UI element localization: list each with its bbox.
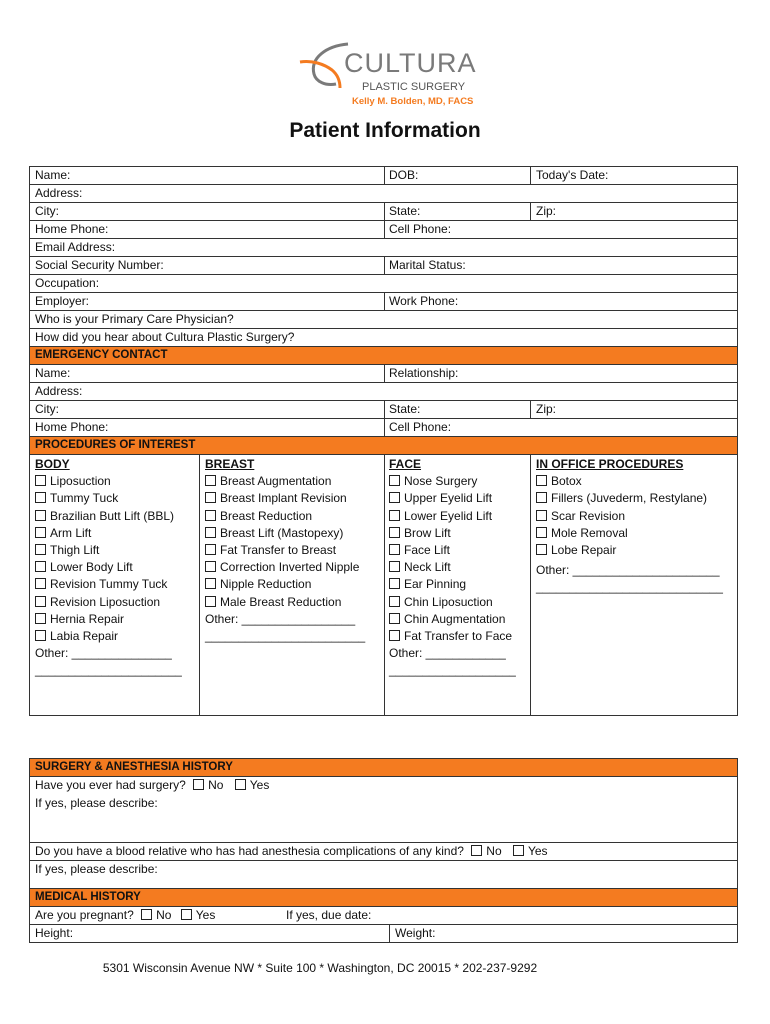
- checkbox[interactable]: [205, 510, 216, 521]
- checkbox[interactable]: [35, 492, 46, 503]
- body-option[interactable]: [35, 490, 182, 507]
- patient-ssn-label: Social Security Number:: [35, 258, 164, 272]
- body-column-title: BODY: [35, 457, 70, 471]
- pregnant-no-label: No: [156, 908, 172, 922]
- logo-wordmark: CULTURA: [344, 48, 477, 78]
- checkbox[interactable]: [536, 527, 547, 538]
- breast-option[interactable]: [205, 473, 365, 490]
- face-option-label: Nose Surgery: [404, 474, 478, 489]
- logo: [296, 38, 486, 110]
- patient-employer-label: Employer:: [35, 294, 90, 308]
- checkbox[interactable]: [389, 492, 400, 503]
- breast-option[interactable]: [205, 542, 365, 559]
- face-option-label: Chin Augmentation: [404, 611, 506, 626]
- face-option-label: Chin Liposuction: [404, 594, 493, 609]
- office-option-label: Mole Removal: [551, 525, 628, 540]
- breast-option-label: Nipple Reduction: [220, 577, 312, 592]
- face-option[interactable]: [389, 542, 516, 559]
- face-procedures-column: [389, 456, 516, 680]
- checkbox[interactable]: [536, 510, 547, 521]
- body-other-line[interactable]: ______________________: [35, 663, 182, 678]
- face-option-label: Neck Lift: [404, 560, 451, 575]
- office-option[interactable]: [536, 473, 723, 490]
- breast-option[interactable]: [205, 508, 365, 525]
- anesthesia-describe-label: If yes, please describe:: [35, 862, 158, 876]
- face-other-field[interactable]: Other: ____________: [389, 646, 506, 661]
- breast-option-label: Breast Implant Revision: [220, 491, 347, 506]
- checkbox[interactable]: [389, 578, 400, 589]
- anesthesia-yes-checkbox[interactable]: [513, 845, 524, 856]
- checkbox[interactable]: [205, 544, 216, 555]
- face-option[interactable]: [389, 559, 516, 576]
- body-option-label: Labia Repair: [50, 629, 119, 644]
- face-option-label: Ear Pinning: [404, 577, 467, 592]
- body-option[interactable]: [35, 628, 182, 645]
- patient-home-phone-label: Home Phone:: [35, 222, 109, 236]
- body-option[interactable]: [35, 611, 182, 628]
- emergency-state-label: State:: [389, 402, 421, 416]
- body-option[interactable]: [35, 525, 182, 542]
- emergency-relationship-label: Relationship:: [389, 366, 459, 380]
- office-option[interactable]: [536, 490, 723, 507]
- checkbox[interactable]: [35, 630, 46, 641]
- page-title: Patient Information: [289, 119, 481, 142]
- body-option-label: Brazilian Butt Lift (BBL): [50, 508, 175, 523]
- face-option[interactable]: [389, 611, 516, 628]
- body-option-label: Hernia Repair: [50, 611, 125, 626]
- anesthesia-question-label: Do you have a blood relative who has had anesthesia complications of any kind?: [35, 844, 464, 858]
- office-option[interactable]: [536, 525, 723, 542]
- checkbox[interactable]: [35, 613, 46, 624]
- checkbox[interactable]: [389, 596, 400, 607]
- face-option[interactable]: [389, 628, 516, 645]
- checkbox[interactable]: [35, 544, 46, 555]
- checkbox[interactable]: [205, 492, 216, 503]
- patient-dob-label: DOB:: [389, 168, 419, 182]
- breast-option[interactable]: [205, 525, 365, 542]
- anesthesia-question: [35, 843, 548, 860]
- checkbox[interactable]: [205, 475, 216, 486]
- patient-cell-phone-label: Cell Phone:: [389, 222, 452, 236]
- had-surgery-question: [35, 777, 269, 794]
- face-option-label: Lower Eyelid Lift: [404, 508, 493, 523]
- emergency-address-label: Address:: [35, 384, 83, 398]
- checkbox[interactable]: [536, 492, 547, 503]
- breast-option[interactable]: [205, 559, 365, 576]
- had-surgery-label: Have you ever had surgery?: [35, 778, 186, 792]
- breast-option-label: Fat Transfer to Breast: [220, 543, 337, 558]
- medical-history-heading: MEDICAL HISTORY: [30, 889, 737, 906]
- breast-other-field[interactable]: Other: _________________: [205, 611, 356, 626]
- breast-option[interactable]: [205, 594, 365, 611]
- checkbox[interactable]: [205, 578, 216, 589]
- pregnant-label: Are you pregnant?: [35, 908, 134, 922]
- breast-option-label: Correction Inverted Nipple: [220, 560, 360, 575]
- face-option-label: Upper Eyelid Lift: [404, 491, 493, 506]
- pregnant-yes-label: Yes: [195, 908, 216, 922]
- checkbox[interactable]: [35, 475, 46, 486]
- checkbox[interactable]: [536, 544, 547, 555]
- body-option-label: Revision Tummy Tuck: [50, 577, 168, 592]
- office-other-line[interactable]: ____________________________: [536, 580, 723, 595]
- breast-option-label: Breast Augmentation: [220, 474, 332, 489]
- emergency-contact-heading: EMERGENCY CONTACT: [30, 347, 737, 364]
- pregnant-no-checkbox[interactable]: [141, 909, 152, 920]
- had-surgery-no-label: No: [208, 778, 224, 792]
- body-option-label: Liposuction: [50, 474, 111, 489]
- checkbox[interactable]: [35, 510, 46, 521]
- breast-option-label: Breast Reduction: [220, 508, 313, 523]
- office-other-field[interactable]: Other: ______________________: [536, 563, 720, 578]
- office-option-label: Botox: [551, 474, 582, 489]
- checkbox[interactable]: [35, 527, 46, 538]
- pregnant-question: [35, 907, 215, 924]
- checkbox[interactable]: [205, 527, 216, 538]
- body-option[interactable]: [35, 559, 182, 576]
- anesthesia-no-checkbox[interactable]: [471, 845, 482, 856]
- emergency-zip-label: Zip:: [536, 402, 557, 416]
- emergency-city-label: City:: [35, 402, 59, 416]
- breast-option-label: Breast Lift (Mastopexy): [220, 525, 344, 540]
- checkbox[interactable]: [389, 613, 400, 624]
- face-option[interactable]: [389, 490, 516, 507]
- physician-label: Who is your Primary Care Physician?: [35, 312, 234, 326]
- body-option[interactable]: [35, 508, 182, 525]
- breast-option[interactable]: [205, 490, 365, 507]
- patient-name-label: Name:: [35, 168, 71, 182]
- surgery-describe-label: If yes, please describe:: [35, 796, 158, 810]
- checkbox[interactable]: [205, 596, 216, 607]
- patient-address-label: Address:: [35, 186, 83, 200]
- face-option-label: Fat Transfer to Face: [404, 629, 513, 644]
- body-procedures-column: [35, 456, 182, 680]
- height-label: Height:: [35, 926, 74, 940]
- patient-work-phone-label: Work Phone:: [389, 294, 459, 308]
- patient-city-label: City:: [35, 204, 59, 218]
- anesthesia-yes-label: Yes: [527, 844, 548, 858]
- face-option-label: Face Lift: [404, 543, 451, 558]
- office-option-label: Fillers (Juvederm, Restylane): [551, 491, 708, 506]
- office-option[interactable]: [536, 508, 723, 525]
- face-other-line[interactable]: ___________________: [389, 663, 516, 678]
- breast-option[interactable]: [205, 576, 365, 593]
- referral-label: How did you hear about Cultura Plastic Surgery?: [35, 330, 295, 344]
- had-surgery-yes-label: Yes: [249, 778, 270, 792]
- breast-option-label: Male Breast Reduction: [220, 594, 342, 609]
- face-option[interactable]: [389, 576, 516, 593]
- office-option-label: Lobe Repair: [551, 543, 617, 558]
- emergency-name-label: Name:: [35, 366, 71, 380]
- breast-procedures-column: [205, 456, 365, 645]
- patient-marital-label: Marital Status:: [389, 258, 466, 272]
- footer-address: 5301 Wisconsin Avenue NW * Suite 100 * Washington, DC 20015 * 202-237-9292: [102, 961, 538, 975]
- body-option-label: Tummy Tuck: [50, 491, 119, 506]
- checkbox[interactable]: [389, 510, 400, 521]
- office-procedures-column: [536, 456, 723, 597]
- face-option[interactable]: [389, 525, 516, 542]
- checkbox[interactable]: [536, 475, 547, 486]
- patient-occupation-label: Occupation:: [35, 276, 100, 290]
- patient-zip-label: Zip:: [536, 204, 557, 218]
- face-option-label: Brow Lift: [404, 525, 451, 540]
- due-date-label: If yes, due date:: [286, 908, 372, 922]
- logo-subtitle: PLASTIC SURGERY: [362, 81, 466, 93]
- body-option[interactable]: [35, 542, 182, 559]
- body-option-label: Lower Body Lift: [50, 560, 133, 575]
- anesthesia-no-label: No: [486, 844, 502, 858]
- body-option-label: Revision Liposuction: [50, 594, 161, 609]
- weight-label: Weight:: [395, 926, 436, 940]
- face-option[interactable]: [389, 473, 516, 490]
- checkbox[interactable]: [389, 527, 400, 538]
- had-surgery-yes-checkbox[interactable]: [235, 779, 246, 790]
- face-option[interactable]: [389, 508, 516, 525]
- breast-other-line[interactable]: ________________________: [205, 629, 366, 644]
- had-surgery-no-checkbox[interactable]: [193, 779, 204, 790]
- body-option[interactable]: [35, 473, 182, 490]
- checkbox[interactable]: [389, 630, 400, 641]
- logo-doctor: Kelly M. Bolden, MD, FACS: [352, 96, 474, 107]
- face-column-title: FACE: [389, 457, 422, 471]
- office-option[interactable]: [536, 542, 723, 559]
- office-option-label: Scar Revision: [551, 508, 626, 523]
- surgery-history-heading: SURGERY & ANESTHESIA HISTORY: [30, 759, 737, 776]
- procedures-heading: PROCEDURES OF INTEREST: [30, 437, 737, 454]
- patient-state-label: State:: [389, 204, 421, 218]
- body-other-field[interactable]: Other: _______________: [35, 646, 172, 661]
- emergency-cell-phone-label: Cell Phone:: [389, 420, 452, 434]
- face-option[interactable]: [389, 594, 516, 611]
- body-option-label: Arm Lift: [50, 525, 92, 540]
- body-option-label: Thigh Lift: [50, 543, 100, 558]
- body-option[interactable]: [35, 594, 182, 611]
- checkbox[interactable]: [35, 596, 46, 607]
- checkbox[interactable]: [35, 578, 46, 589]
- checkbox[interactable]: [389, 475, 400, 486]
- office-column-title: IN OFFICE PROCEDURES: [536, 457, 684, 471]
- checkbox[interactable]: [35, 561, 46, 572]
- patient-email-label: Email Address:: [35, 240, 116, 254]
- emergency-home-phone-label: Home Phone:: [35, 420, 109, 434]
- checkbox[interactable]: [205, 561, 216, 572]
- body-option[interactable]: [35, 576, 182, 593]
- checkbox[interactable]: [389, 544, 400, 555]
- pregnant-yes-checkbox[interactable]: [181, 909, 192, 920]
- today-date-label: Today's Date:: [536, 168, 609, 182]
- checkbox[interactable]: [389, 561, 400, 572]
- breast-column-title: BREAST: [205, 457, 255, 471]
